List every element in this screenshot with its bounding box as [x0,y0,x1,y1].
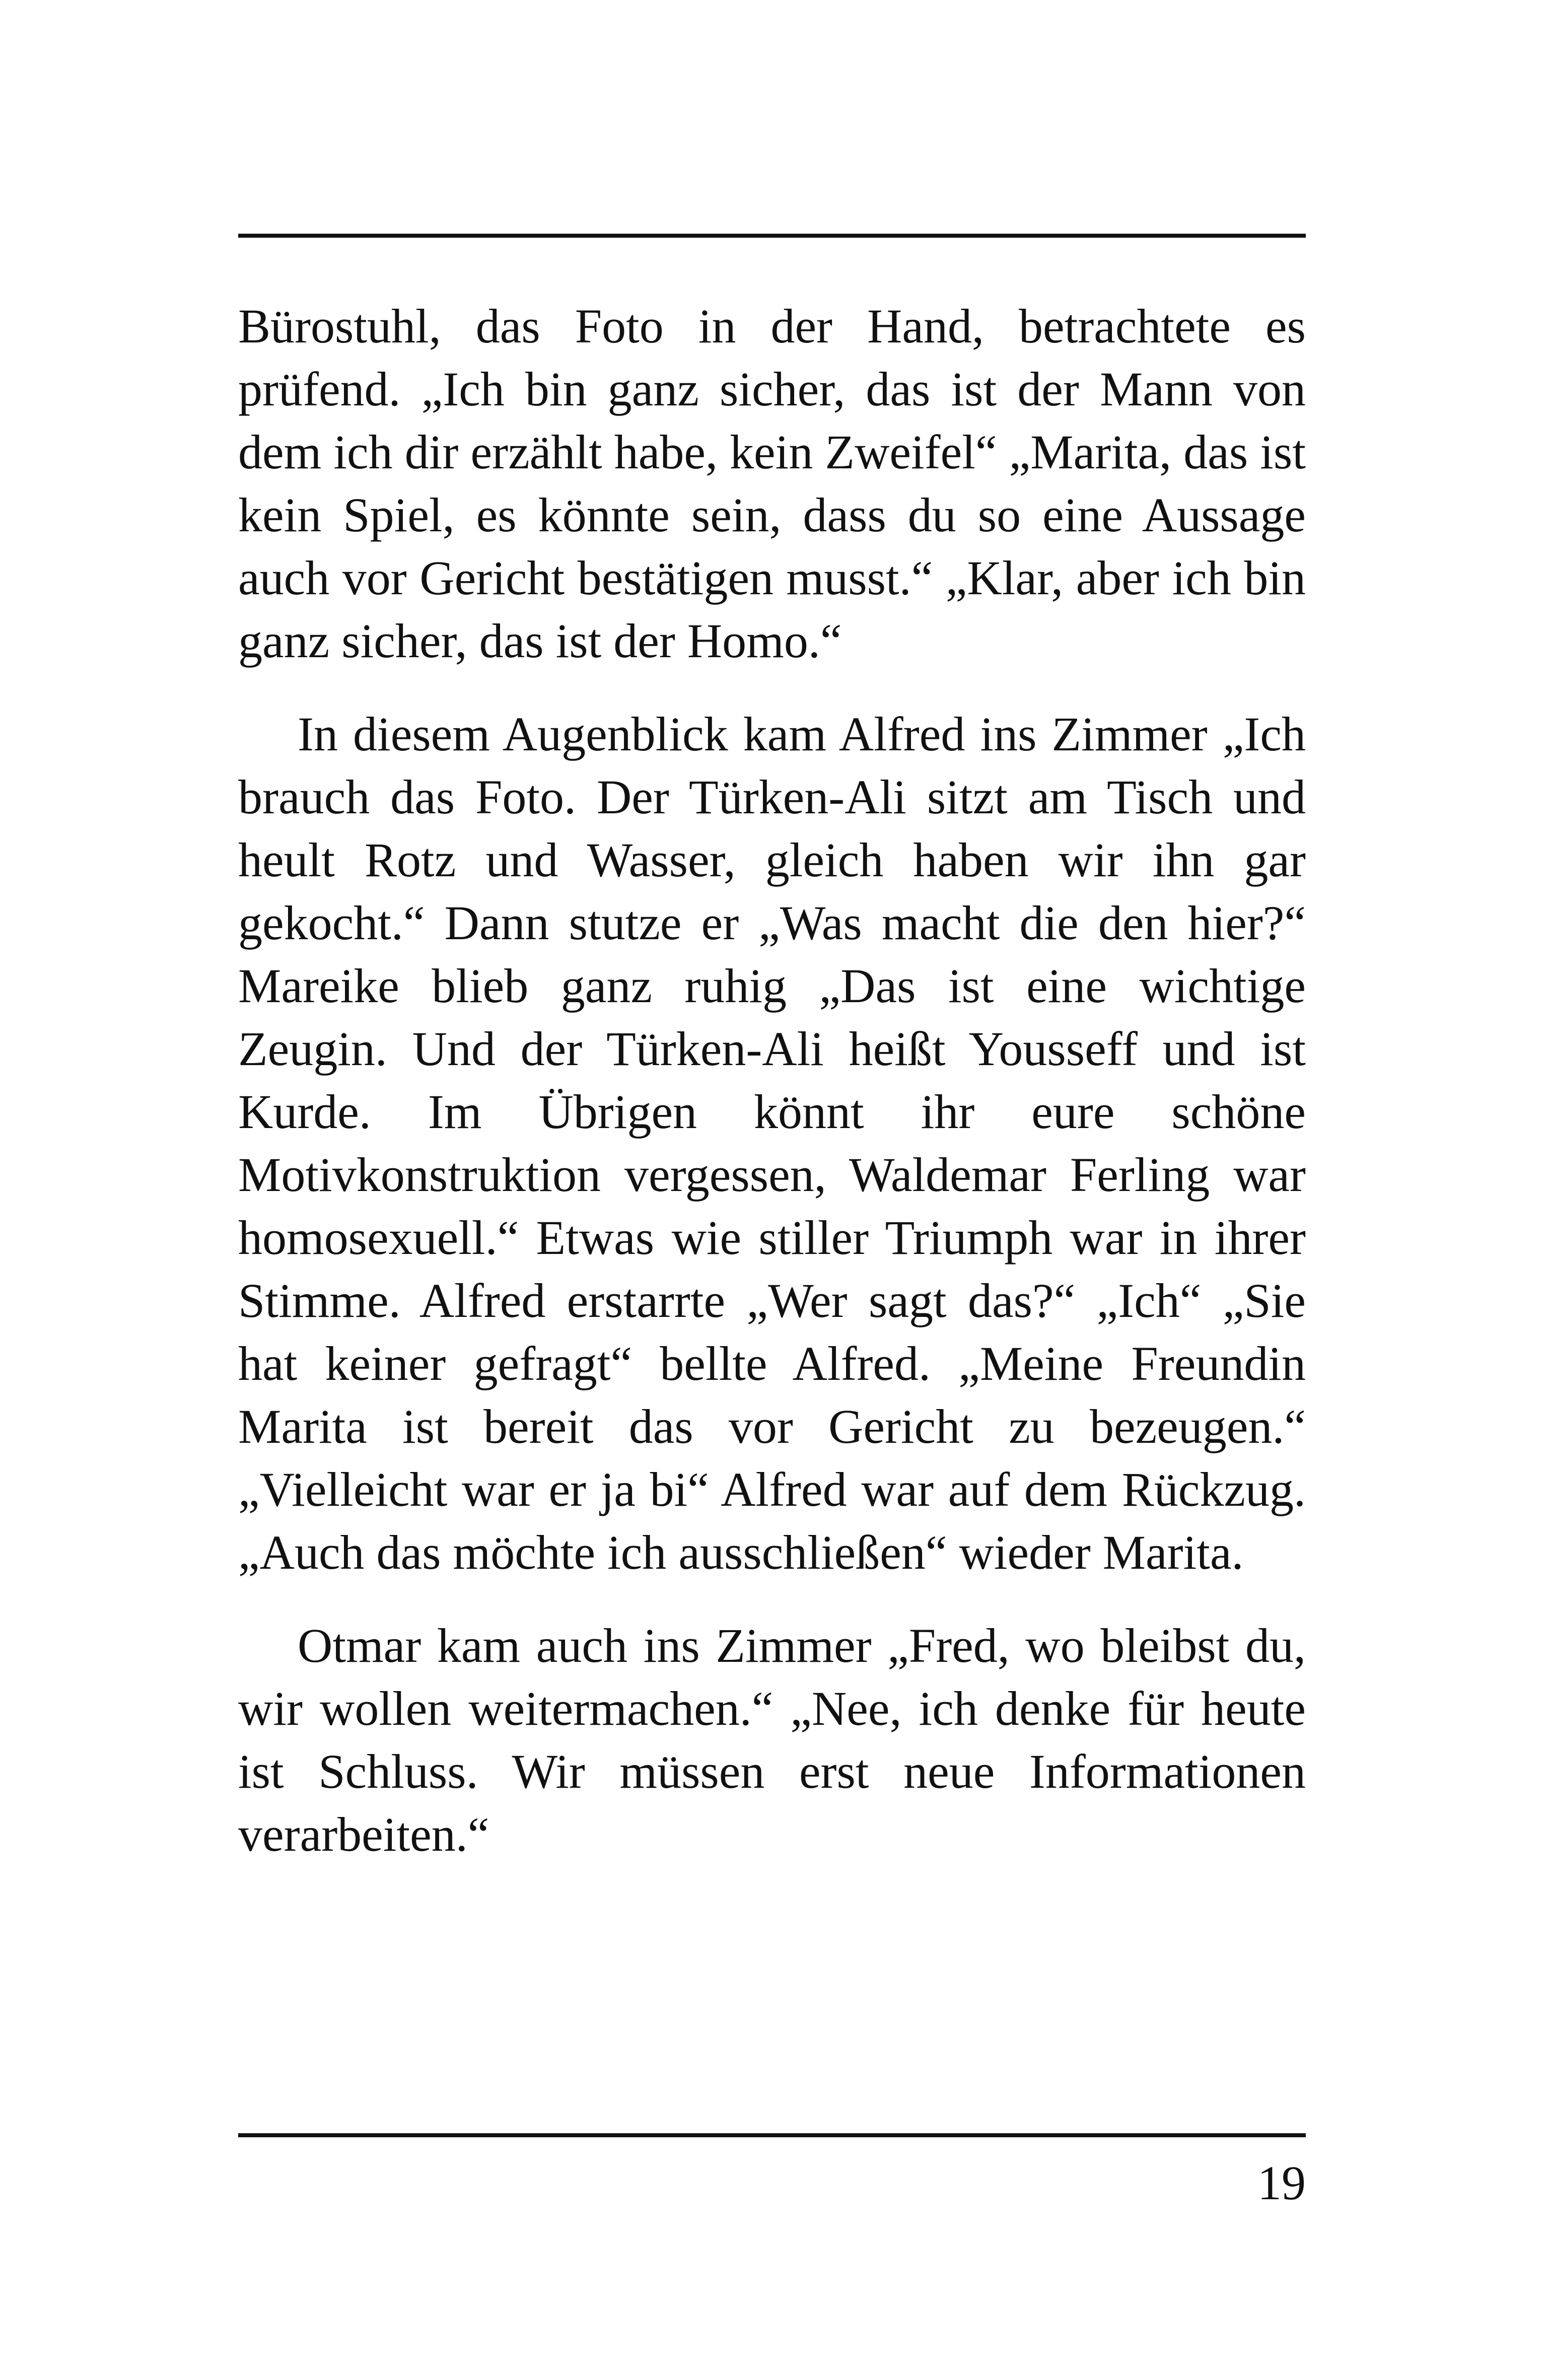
body-text [238,295,1306,1896]
footer-rule [238,2133,1306,2137]
paragraph-2: In diesem Augenblick kam Alfred ins Zimmer „Ich brauch das Foto. Der Türken-Ali sitzt am Tisch und heult Rotz und Wasser, gleich haben wir ihn gar gekocht.“ Dann stutze er „Was macht die den hier?“ Mareike blieb ganz ruhig „Das ist eine wichtige Zeugin. Und der Türken-Ali heißt Yousseff und ist Kurde. Im Übrigen könnt ihr eure schöne Motivkonstruktion vergessen, Waldemar Ferling war homosexuell.“ Etwas wie stiller Triumph war in ihrer Stimme. Alfred erstarrte „Wer sagt das?“ „Ich“ „Sie hat keiner gefragt“ bellte Alfred. „Meine Freundin Marita ist bereit das vor Gericht zu bezeugen.“ „Vielleicht war er ja bi“ Alfred war auf dem Rückzug. „Auch das möchte ich ausschließen“ wieder Marita. [238,707,1306,1579]
header-rule [238,234,1306,238]
paragraph-1: Bürostuhl, das Foto in der Hand, betrachtete es prüfend. „Ich bin ganz sicher, das ist der Mann von dem ich dir erzählt habe, kein Zweifel“ „Marita, das ist kein Spiel, es könnte sein, dass du so eine Aussage auch vor Gericht bestätigen musst.“ „Klar, aber ich bin ganz sicher, das ist der Homo.“ [238,299,1306,668]
page-number: 19 [1257,2156,1306,2210]
paragraph-3: Otmar kam auch ins Zimmer „Fred, wo bleibst du, wir wollen weitermachen.“ „Nee, ich denke für heute ist Schluss. Wir müssen erst neue Informationen verarbeiten.“ [238,1619,1306,1861]
